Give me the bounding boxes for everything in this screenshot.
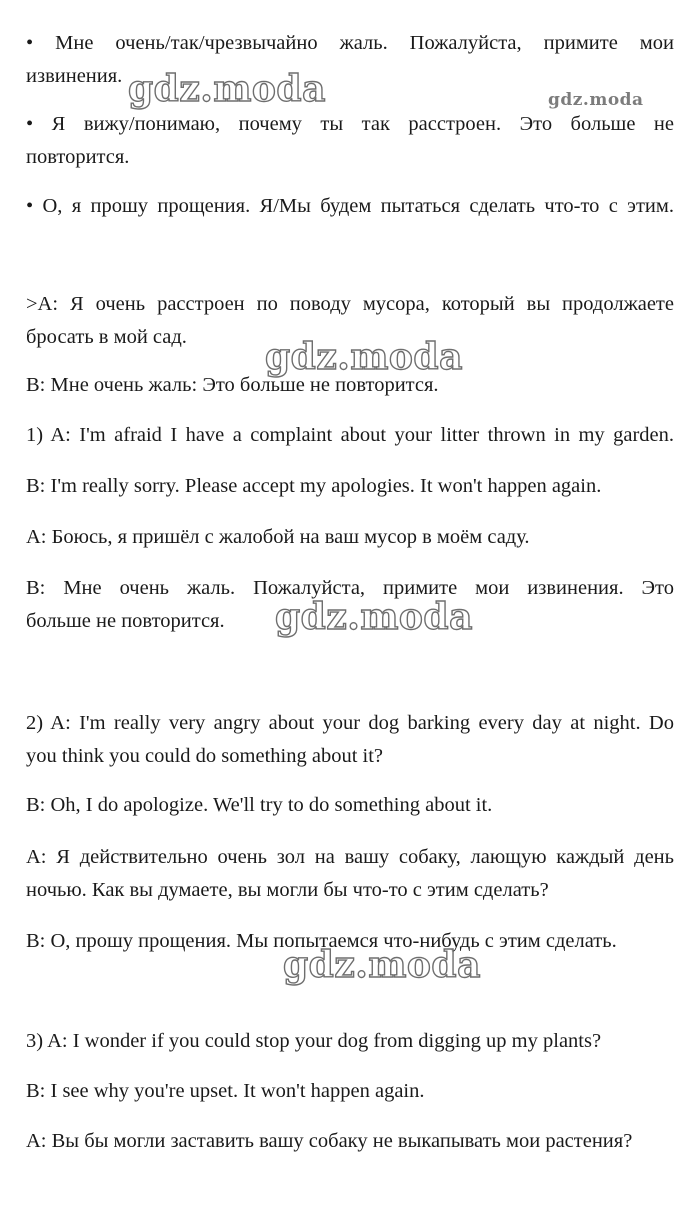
text-line: B: I'm really sorry. Please accept my apologies. It won't happen again. [26, 475, 602, 497]
text-line: 1) A: I'm afraid I have a complaint about your litter thrown in my garden. [26, 424, 674, 446]
text-line: больше не повторится. [26, 610, 225, 632]
watermark: gdz.moda [275, 596, 473, 638]
text-line: you think you could do something about it? [26, 745, 384, 767]
text-line: B: О, прошу прощения. Мы попытаемся что-нибудь с этим сделать. [26, 930, 617, 952]
text-line: A: Вы бы могли заставить вашу собаку не выкапывать мои растения? [26, 1130, 633, 1152]
text-line: 2) A: I'm really very angry about your dog barking every day at night. Do [26, 712, 674, 734]
watermark: gdz.moda [548, 90, 644, 110]
watermark: gdz.moda [128, 68, 326, 110]
text-line: повторится. [26, 146, 130, 168]
text-line: B: Мне очень жаль: Это больше не повторится. [26, 374, 439, 396]
text-line: • Мне очень/так/чрезвычайно жаль. Пожалуйста, примите мои [26, 32, 674, 54]
watermark: gdz.moda [265, 336, 463, 378]
text-line: 3) A: I wonder if you could stop your dog from digging up my plants? [26, 1030, 602, 1052]
watermark: gdz.moda [283, 944, 481, 986]
text-line: B: Мне очень жаль. Пожалуйста, примите мои извинения. Это [26, 577, 674, 599]
text-line: >A: Я очень расстроен по поводу мусора, который вы продолжаете [26, 293, 674, 315]
text-line: B: Oh, I do apologize. We'll try to do something about it. [26, 794, 493, 816]
text-line: извинения. [26, 65, 123, 87]
text-line: • О, я прошу прощения. Я/Мы будем пытаться сделать что-то с этим. [26, 195, 674, 217]
text-line: ночью. Как вы думаете, вы могли бы что-то с этим сделать? [26, 879, 549, 901]
text-line: A: Я действительно очень зол на вашу собаку, лающую каждый день [26, 846, 674, 868]
text-line: • Я вижу/понимаю, почему ты так расстроен. Это больше не [26, 113, 674, 135]
text-line: A: Боюсь, я пришёл с жалобой на ваш мусор в моём саду. [26, 526, 530, 548]
text-line: бросать в мой сад. [26, 326, 187, 348]
text-line: B: I see why you're upset. It won't happen again. [26, 1080, 425, 1102]
